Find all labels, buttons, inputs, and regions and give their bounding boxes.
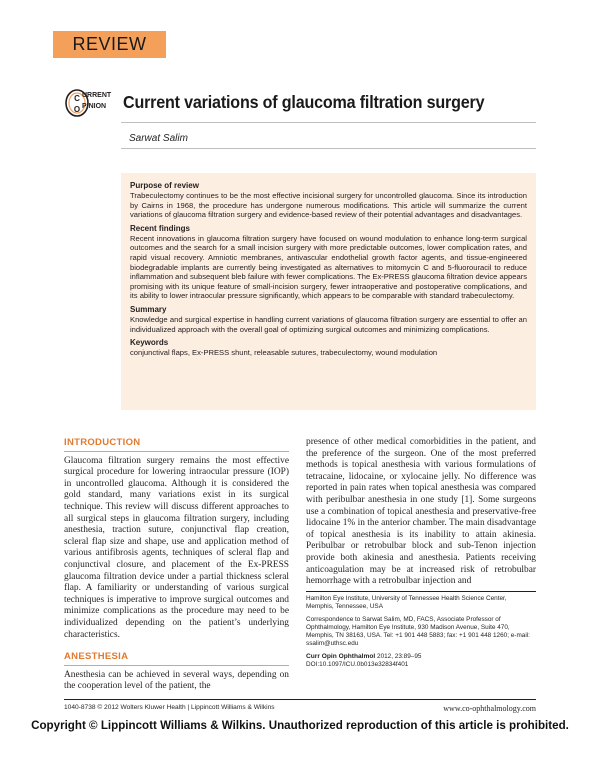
introduction-rule [64,451,289,452]
citation-text: 2012, 23:89–95 [375,652,422,660]
svg-text:O: O [73,105,81,114]
footer-website-link[interactable]: www.co-ophthalmology.com [443,704,536,713]
review-tab: REVIEW [53,31,166,58]
anesthesia-rule [64,665,289,666]
svg-text:C: C [74,94,80,103]
article-title: Current variations of glaucoma filtration surgery [123,92,485,112]
author-name: Sarwat Salim [129,133,188,144]
footer-issn: 1040-8738 © 2012 Wolters Kluwer Health | Lippincott Williams & Wilkins [64,704,275,711]
findings-heading: Recent findings [130,223,191,233]
right-column [306,437,536,588]
correspondence-text: Correspondence to Sarwat Salim, MD, FACS, Associate Professor of Ophthalmology, Hamilton Eye Institute, 930 Madison Avenue, Suite 470, Memphis, TN 38163, USA. Tel: +1 901 448 5883; fax: +1 901 448 1260; e-mail: ssalim@uthsc.edu [306,615,530,648]
current-opinion-logo-icon [64,87,114,119]
findings-text: Recent innovations in glaucoma filtration surgery have focused on wound modulation to enhance long-term surgical outcomes and the search for a small incision surgery with more predictable outcomes, lower complication rates, and rapid visual recovery. Amniotic membranes, antivascular endothelial growth factor agents, and tissue-engineered biodegradable implants are currently being investigated as alternatives to mitomycin C and 5-fluorouracil to reduce inflammation and subsequent bleb failure with fewer complications. The Ex-PRESS glaucoma filtration device appears promising with its unique feature of small-incision surgery, fewer intraoperative and postoperative complications, and its ability to lower intraocular pressure significantly, which appears to be comparable with standard trabeculectomy. [130,233,527,301]
purpose-heading: Purpose of review [130,181,199,190]
keywords-text: conjunctival flaps, Ex-PRESS shunt, releasable sutures, trabeculectomy, wound modulation [130,348,438,358]
affiliation-divider [306,591,536,592]
anesthesia-heading: ANESTHESIA [64,651,129,663]
purpose-text: Trabeculectomy continues to be the most effective incisional surgery for uncontrolled glaucoma. Since its introduction by Cairns in 1968, the procedure has undergone numerous modifications. This article will summarize the current variations of glaucoma filtration surgery and evidence-based review of their potential advantages and disadvantages. [130,191,527,220]
logo-text-top: URRENT [82,92,112,99]
doi-text: DOI:10.1097/ICU.0b013e32834f401 [306,661,409,669]
anesthesia-text: Anesthesia can be achieved in several ways, depending on the cooperation level of the patient, the [64,669,289,692]
affiliation-block [306,595,536,673]
summary-heading: Summary [130,304,167,314]
copyright-notice: Copyright © Lippincott Williams & Wilkins. Unauthorized reproduction of this article is prohibited. [31,719,569,732]
introduction-text: Glaucoma filtration surgery remains the most effective surgical procedure for lowering intraocular pressure (IOP) in uncontrolled glaucoma. Although it is considered the gold standard, many variations exist in its surgical technique. This review will discuss different approaches to all surgical steps in glaucoma filtration surgery, including anesthesia, traction suture, conjunctival flap creation, scleral flap size and shape, use and application method of various antifibrosis agents, techniques of scleral flap and conjunctival closure, and placement of the Ex-PRESS glaucoma filtration device under a partial thickness scleral flap. A familiarity or understanding of various surgical techniques is imperative to improve surgical outcomes and minimize complications as the procedure may need to be individualized depending on the patient’s underlying characteristics. [64,455,289,640]
logo-text-bottom: PINION [82,103,107,110]
journal-name: Curr Opin Ophthalmol [306,652,376,660]
title-divider [121,122,536,123]
keywords-heading: Keywords [130,338,169,348]
left-column [64,437,289,693]
abstract-box [121,173,536,410]
introduction-heading: INTRODUCTION [64,437,141,448]
author-divider [121,148,536,149]
right-column-text: presence of other medical comorbidities in the patient, and the preference of the surgeon. One of the most preferred methods is topical anesthesia with various formulations of tetracaine, lidocaine, or xylocaine jelly. No difference was reported in pain rates when topical anesthesia was compared with peribulbar anesthesia in one study [1]. Some surgeons use a combination of topical anesthesia and preservative-free lidocaine 1% in the anterior chamber. The main disadvantage of topical anesthesia is its inability to attain akinesia. Peribulbar or retrobulbar block and sub-Tenon injection provide both akinesia and anesthesia. Patients receiving anticoagulation may be at increased risk of retrobulbar hemorrhage with a retrobulbar injection and [306,437,536,587]
footer-divider [64,699,536,700]
institute-text: Hamilton Eye Institute, University of Tennessee Health Science Center, Memphis, Tennessee, USA [306,595,507,611]
summary-text: Knowledge and surgical expertise in handling current variations of glaucoma filtration surgery are essential to offer an individualized approach with the overall goal of optimizing surgical outcomes and minimizing complications. [130,314,527,334]
